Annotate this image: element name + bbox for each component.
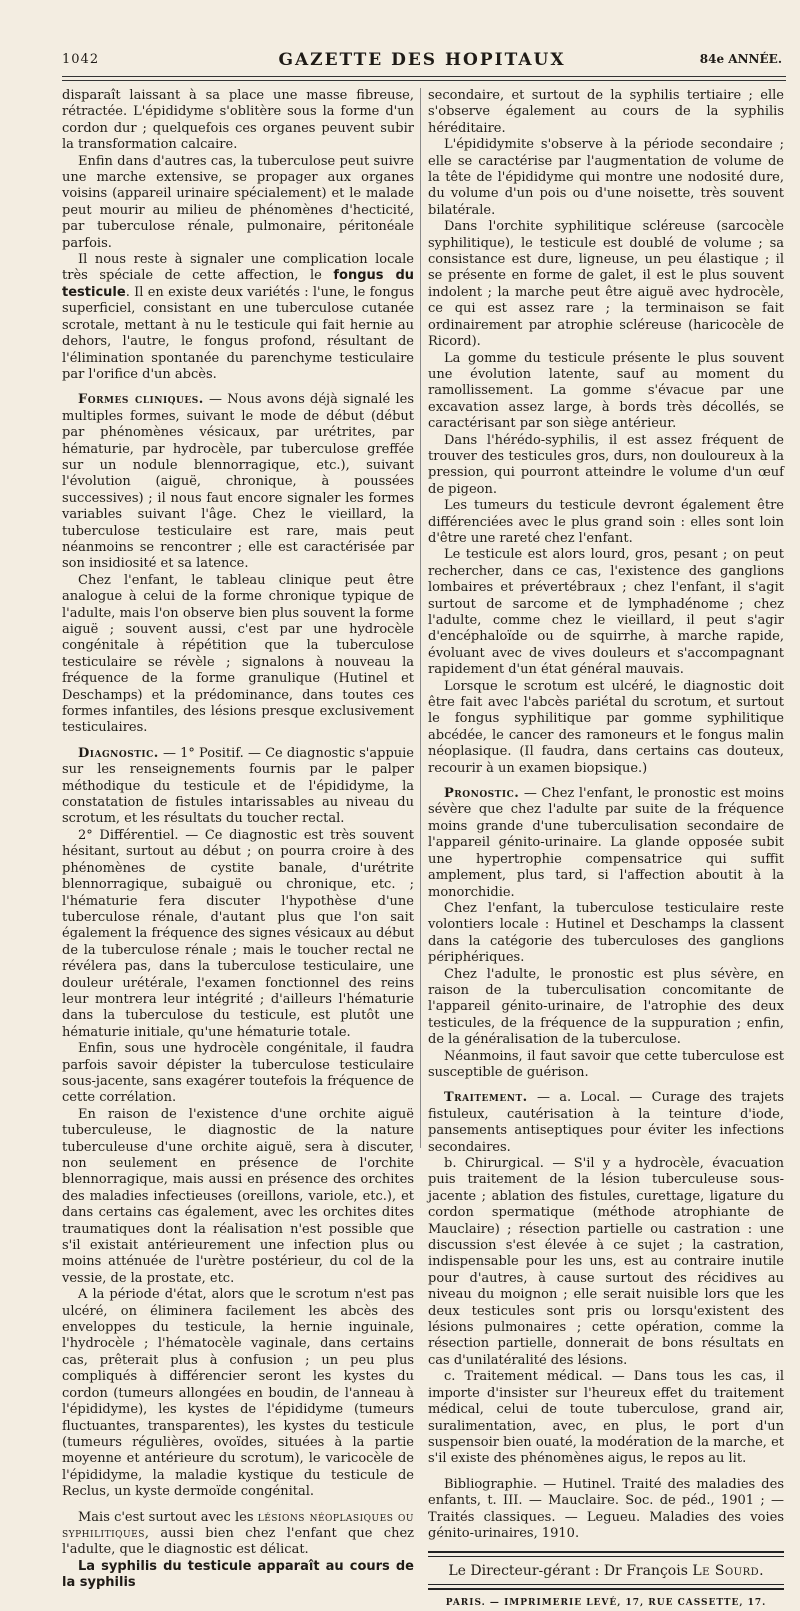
journal-title: GAZETTE DES HOPITAUX [278,50,566,70]
paragraph: Il nous reste à signaler une complication locale très spéciale de cette affection, le fongus du testicule. Il en existe deux variétés : l'une, le fongus superficiel, consistant en une tuberculose cutanée scrotale, mettant à nu le testicule qui fait hernie au dehors, l'autre, le fongus profond, résultant de l'élimination spontanée du parenchyme testiculaire par l'orifice d'un abcès. [62,252,414,382]
footer-rule [428,1588,784,1590]
paragraph: secondaire, et surtout de la syphilis tertiaire ; elle s'observe également au cours de la syphilis héréditaire. [428,88,784,136]
paragraph: Les tumeurs du testicule devront également être différenciées avec le plus grand soin : elles sont loin d'être une rareté chez l'enfant. [428,498,784,546]
emphasis-term: lésions néoplasiques ou syphilitiques [62,1509,414,1541]
paragraph: Lorsque le scrotum est ulcéré, le diagnostic doit être fait avec l'abcès pariétal du scrotum, et surtout le fongus syphilitique par gomme syphilitique abcédée, le cancer des ramoneurs et le fongus malin néoplasique. (Il faudra, dans certains cas douteux, recourir à un examen biopsique.) [428,678,784,776]
paragraph: Enfin dans d'autres cas, la tuberculose peut suivre une marche extensive, se propager aux organes voisins (appareil urinaire spécialement) et le malade peut mourir au milieu de phénomènes d'hecticité, par tuberculose rénale, pulmonaire, péritonéale parfois. [62,153,414,251]
section-heading: Formes cliniques. [78,392,204,408]
header-rule-top [62,76,786,77]
paragraph: La gomme du testicule présente le plus souvent une évolution latente, sauf au moment du ramollissement. La gomme s'évacue par une excavation assez large, à bords très décollés, se caractérisant par son siège antérieur. [428,350,784,432]
paragraph: L'épididymite s'observe à la période secondaire ; elle se caractérise par l'augmentation de volume de la tête de l'épididyme qui montre une nodosité dure, du volume d'un pois ou d'une noisette, très souvent bilatérale. [428,137,784,218]
director-name: Le Sourd [692,1563,760,1580]
page-number: 1042 [62,52,100,67]
page-header [62,50,782,74]
paragraph: La syphilis du testicule apparaît au cours de la syphilis [62,1558,414,1591]
paragraph: Chez l'enfant, la tuberculose testiculaire reste volontiers locale : Hutinel et Deschamps la classent dans la catégorie des tuberculoses des ganglions périphériques. [428,900,784,966]
paragraph: Mais c'est surtout avec les lésions néoplasiques ou syphilitiques, aussi bien chez l'enfant que chez l'adulte, que le diagnostic est délicat. [62,1509,414,1558]
section-pronostic: Pronostic. — Chez l'enfant, le pronostic est moins sévère que chez l'adulte par suite de la fréquence moins grande d'une tuberculisation secondaire de l'appareil génito-urinaire. La glande opposée subit une hypertrophie compensatrice qui suffit amplement, plus tard, si l'affection aboutit à la monorchidie. [428,786,784,900]
emphasis-term: fongus du testicule [62,268,414,300]
header-rule-bottom [62,80,786,81]
footer-rule [428,1556,784,1557]
section-heading: Traitement. [444,1090,528,1106]
section-traitement: Traitement. — a. Local. — Curage des trajets fistuleux, cautérisation à la teinture d'iode, pansements antiseptiques pour éviter les infections secondaires. [428,1090,784,1155]
paragraph: Dans l'hérédo-syphilis, il est assez fréquent de trouver des testicules gros, durs, non douloureux à la pression, qui pourront atteindre le volume d'un œuf de pigeon. [428,432,784,497]
paragraph: disparaît laissant à sa place une masse fibreuse, rétractée. L'épididyme s'oblitère sous la forme d'un cordon dur ; quelquefois ces organes peuvent subir la transformation calcaire. [62,88,414,153]
section-diagnostic: Diagnostic. — 1° Positif. — Ce diagnostic s'appuie sur les renseignements fournis par le palper méthodique du testicule et de l'épididyme, la constatation de fistules intarissables au niveau du scrotum, et les résultats du toucher rectal. [62,745,414,827]
footer-rule [428,1551,784,1553]
director-line: Le Directeur-gérant : Dr François Le Sourd. [448,1563,764,1580]
paragraph: A la période d'état, alors que le scrotum n'est pas ulcéré, on éliminera facilement les abcès des enveloppes du testicule, la hernie inguinale, l'hydrocèle ; l'hématocèle vaginale, dans certains cas, prêterait plus à confusion ; un peu plus compliqués à différencier seront les kystes du cordon (tumeurs allongées en boudin, de l'anneau à l'épididyme), les kystes de l'épididyme (tumeurs fluctuantes, transparentes), les kystes du testicule (tumeurs régulières, ovoïdes, situées à la partie moyenne et antérieure du scrotum), le varicocèle de l'épididyme, la maladie kystique du testicule de Reclus, un kyste dermoïde congénital. [62,1287,414,1500]
year-label: 84e ANNÉE. [699,52,782,66]
paragraph: Enfin, sous une hydrocèle congénitale, il faudra parfois savoir dépister la tuberculose testiculaire sous-jacente, sans exagérer toutefois la fréquence de cette corrélation. [62,1041,414,1106]
section-heading: Diagnostic. [78,745,159,761]
printer-imprint: PARIS. — IMPRIMERIE LEVÉ, 17, RUE CASSETTE, 17. [445,1597,767,1608]
left-column [62,88,414,1592]
paragraph: Chez l'enfant, le tableau clinique peut être analogue à celui de la forme chronique typique de l'adulte, mais l'on observe bien plus souvent la forme aiguë ; souvent aussi, c'est par une hydrocèle congénitale à répétition que la tuberculose testiculaire se révèle ; signalons à nouveau la fréquence de la forme granulique (Hutinel et Deschamps) et la prédominance, dans toutes ces formes infantiles, des lésions presque exclusivement testiculaires. [62,572,414,736]
bibliography: Bibliographie. — Hutinel. Traité des maladies des enfants, t. III. — Mauclaire. Soc. de péd., 1901 ; — Traités classiques. — Legueu. Maladies des voies génito-urinaires, 1910. [428,1476,784,1541]
section-formes-cliniques: Formes cliniques. — Nous avons déjà signalé les multiples formes, suivant le mode de début (début par phénomènes vésicaux, par urétrites, par hématurie, par hydrocèle, par tuberculose greffée sur un nodule blennorragique, etc.), suivant l'évolution (aiguë, chronique, à poussées successives) ; il nous faut encore signaler les formes variables suivant l'âge. Chez le vieillard, la tuberculose testiculaire est rare, mais peut néanmoins se rencontrer ; elle est caractérisée par son insidiosité et sa latence. [62,392,415,572]
paragraph: Dans l'orchite syphilitique scléreuse (sarcocèle syphilitique), le testicule est doublé de volume ; sa consistance est dure, ligneuse, un peu élastique ; il se présente en forme de galet, il est le plus souvent indolent ; la marche peut être aiguë avec hydrocèle, ce qui est assez rare ; la terminaison se fait ordinairement par atrophie scléreuse (haricocèle de Ricord). [428,219,784,350]
paragraph: 2° Différentiel. — Ce diagnostic est très souvent hésitant, surtout au début ; on pourra croire à des phénomènes de cystite banale, d'urétrite blennorragique, subaiguë ou chronique, etc. ; l'hématurie fera discuter l'hypothèse d'une tuberculose rénale, d'autant plus que l'on sait également la fréquence des signes vésicaux au début de la tuberculose rénale ; mais le toucher rectal ne révélera pas, dans la tuberculose testiculaire, une douleur urétérale, l'examen fonctionnel des reins leur montrera leur intégrité ; d'ailleurs l'hématurie dans la tuberculose du testicule, est plutôt une hématurie initiale, qu'une hématurie totale. [62,827,414,1040]
paragraph: Le testicule est alors lourd, gros, pesant ; on peut rechercher, dans ce cas, l'existence des ganglions lombaires et prévertébraux ; chez l'enfant, il s'agit surtout de sarcome et de lymphadénome ; chez l'adulte, comme chez le vieillard, il peut s'agir d'encéphaloïde ou de squirrhe, à marche rapide, évoluant avec de vives douleurs et s'accompagnant rapidement d'un état général mauvais. [428,547,784,678]
paragraph: Néanmoins, il faut savoir que cette tuberculose est susceptible de guérison. [428,1048,784,1080]
paragraph: Chez l'adulte, le pronostic est plus sévère, en raison de la tuberculisation concomitante de l'appareil génito-urinaire, de l'atrophie des deux testicules, de la fréquence de la suppuration ; enfin, de la généralisation de la tuberculose. [428,966,784,1048]
column-divider [420,88,421,1148]
footer-rule [428,1584,784,1585]
paragraph: c. Traitement médical. — Dans tous les cas, il importe d'insister sur l'heureux effet du traitement médical, celui de toute tuberculose, grand air, suralimentation, avec, en plus, le port d'un suspensoir bien ouaté, la modération de la marche, et s'il existe des phénomènes aigus, le repos au lit. [428,1369,784,1467]
paragraph: b. Chirurgical. — S'il y a hydrocèle, évacuation puis traitement de la lésion tuberculeuse sous-jacente ; ablation des fistules, curettage, ligature du cordon spermatique (méthode atrophiante de Mauclaire) ; résection partielle ou castration : une discussion s'est élevée à ce sujet ; la castration, indispensable pour les uns, est au contraire inutile pour d'autres, à cause surtout des récidives au niveau du moignon ; elle serait nuisible lors que les deux testicules sont pris ou lorsqu'existent des lésions pulmonaires ; cette opération, comme la résection partielle, donnerait de bons résultats en cas d'unilatéralité des lésions. [428,1156,784,1368]
right-column [428,88,784,1611]
section-heading: Pronostic. [444,786,520,802]
paragraph: En raison de l'existence d'une orchite aiguë tuberculeuse, le diagnostic de la nature tuberculeuse d'une orchite aiguë, sera à discuter, non seulement en présence de l'orchite blennorragique, mais aussi en présence des orchites des maladies infectieuses (oreillons, variole, etc.), et dans certains cas également, avec les orchites dites traumatiques dont la réalisation n'est possible que s'il existait antérieurement une infection plus ou moins atténuée de l'urètre postérieur, du col de la vessie, de la prostate, etc. [62,1106,414,1286]
